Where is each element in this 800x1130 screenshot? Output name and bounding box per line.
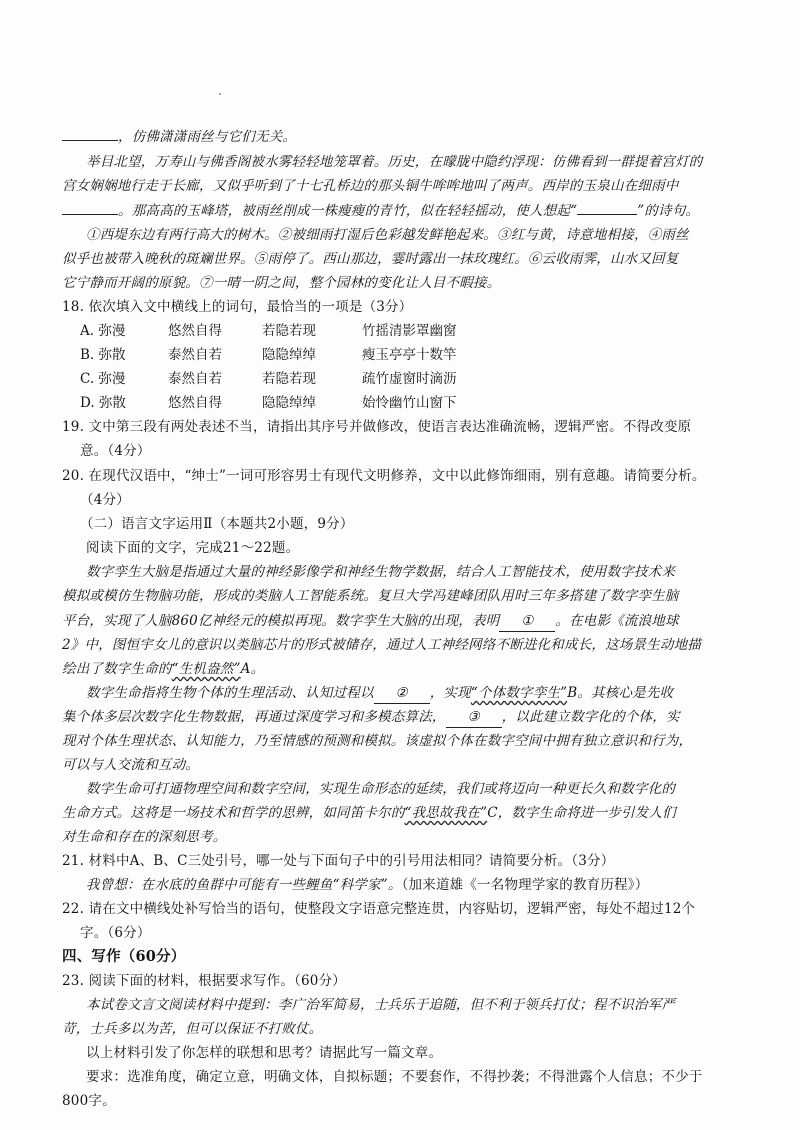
blank-b: [62, 200, 118, 215]
material-line-3: 平台，实现了人脑860亿神经元的模拟再现。数字孪生大脑的出现，表明 ① 。在电影《流浪地球: [62, 611, 679, 632]
q18-option-d-2: 隐隐绰绰: [262, 395, 316, 411]
q18-option-b-3: 瘦玉亭亭十数竿: [362, 347, 457, 363]
material-line-10: 数字生命可打通物理空间和数字空间，实现生命形态的延续，我们或将迈向一种更长久和数字化的: [86, 781, 676, 797]
q18-option-d-3: 始怜幽竹山窗下: [362, 395, 457, 411]
q18-option-a-label: A. 弥漫: [80, 323, 126, 339]
question-20-line-1: 20. 在现代汉语中，“绅士”一词可形容男士有现代文明修养，文中以此修饰细雨，别有意趣。请简要分析。: [62, 468, 706, 484]
passage-line-1: ，仿佛潇潇雨丝与它们无关。: [62, 126, 296, 147]
blank-a: [62, 126, 118, 141]
q23-material-line-1: 本试卷文言文阅读材料中提到：李广治军简易，士兵乐于追随，但不利于领兵打仗；程不识治军严: [86, 997, 676, 1013]
question-19-line-2: 意。（4分）: [80, 443, 151, 459]
q18-option-c-3: 疏竹虚窗时滴沥: [362, 371, 457, 387]
material-line-7: 集个体多层次数字化生物数据，再通过深度学习和多模态算法， ③ ，以此建立数字化的个体，实: [62, 707, 680, 728]
question-21-quote: 我曾想：在水底的鱼群中可能有一些鲤鱼“科学家”。（加来道雄《一名物理学家的教育历程》）: [86, 877, 649, 893]
question-23: 23. 阅读下面的材料，根据要求写作。（60分）: [62, 973, 346, 989]
passage-line-3: 宫女娴娴地行走于长廊，又似乎听到了十七孔桥边的那头铜牛哞哞地叫了两声。西岸的玉泉山在细雨中: [62, 178, 679, 194]
material-line-1: 数字孪生大脑是指通过大量的神经影像学和神经生物学数据，结合人工智能技术，使用数字技术来: [86, 564, 676, 580]
section-4-heading: 四、写作（60分）: [62, 948, 186, 965]
passage-line-6: 似乎也被带入晚秋的斑斓世界。⑤雨停了。西山那边，霎时露出一抹玫瑰红。⑥云收雨霁，山水又回复: [62, 251, 679, 267]
passage-line-2: 举目北望，万寿山与佛香阁被水雾轻轻地笼罩着。历史，在曚胧中隐约浮现：仿佛看到一群提着宫灯的: [86, 154, 703, 170]
section-2-instruction: 阅读下面的文字，完成21～22题。: [86, 540, 300, 556]
q18-option-d-1: 悠然自得: [168, 395, 222, 411]
q23-requirements-line-1: 要求：选准角度，确定立意，明确文体，自拟标题；不要套作，不得抄袭；不得泄露个人信息；不少于: [86, 1069, 703, 1085]
section-2-heading: （二）语言文字运用Ⅱ（本题共2小题，9分）: [80, 516, 354, 532]
material-line-6: 数字生命指将生物个体的生理活动、认知过程以 ② ，实现“个体数字孪生”B。其核心是先收: [86, 683, 673, 704]
blank-c: [577, 200, 637, 215]
q18-option-a-1: 悠然自得: [168, 323, 222, 339]
scan-speck: [219, 93, 221, 95]
material-line-11: 生命方式。这将是一场技术和哲学的思辨，如同笛卡尔的“我思故我在”C，数字生命将进一步引发人们: [62, 805, 676, 821]
material-line-8: 现对个体生理状态、认知能力，乃至情感的预测和模拟。该虚拟个体在数字空间中拥有独立意识和行为，: [62, 733, 693, 749]
q23-requirements-line-2: 800字。: [62, 1093, 116, 1109]
passage-line-7: 它宁静而开阔的原貌。⑦一晴一阴之间，整个园林的变化让人目不暇接。: [62, 275, 501, 291]
blank-1: ①: [499, 611, 555, 632]
q18-option-a-3: 竹摇清影罩幽窗: [362, 323, 457, 339]
q18-option-c-label: C. 弥漫: [80, 371, 126, 387]
material-line-4: 2》中，图恒宇女儿的意识以类脑芯片的形式被储存，通过人工神经网络不断进化和成长，这场景生动地描: [62, 637, 701, 653]
q18-option-b-label: B. 弥散: [80, 347, 126, 363]
question-19-line-1: 19. 文中第三段有两处表述不当，请指出其序号并做修改，使语言表达准确流畅，逻辑严密。不得改变原: [62, 419, 692, 435]
material-line-12: 对生命和存在的深刻思考。: [62, 829, 227, 845]
question-22-line-2: 字。（6分）: [80, 925, 151, 941]
passage-line-4: 。那高高的玉峰塔，被雨丝削成一株瘦瘦的青竹，似在轻轻摇动，使人想起“ ”的诗句。: [62, 200, 699, 221]
question-21: 21. 材料中A、B、C三处引号，哪一处与下面句子中的引号用法相同？请简要分析。（3分）: [62, 853, 615, 869]
q18-option-d-label: D. 弥散: [80, 395, 126, 411]
question-18: 18. 依次填入文中横线上的词句，最恰当的一项是（3分）: [62, 299, 413, 315]
q23-material-line-2: 苛，士兵多以为苦，但可以保证不打败仗。: [62, 1021, 323, 1037]
question-20-line-2: （4分）: [80, 492, 130, 508]
question-22-line-1: 22. 请在文中横线处补写恰当的语句，使整段文字语意完整连贯，内容贴切，逻辑严密，每处不超过12个: [62, 901, 696, 917]
material-line-2: 模拟或模仿生物脑功能，形成的类脑人工智能系统。复旦大学冯建峰团队用时三年多搭建了数字孪生脑: [62, 588, 679, 604]
material-line-5: 绘出了数字生命的“生机盎然”A。: [62, 661, 265, 677]
q18-option-c-2: 若隐若现: [262, 371, 316, 387]
passage-line-5: ①西堤东边有两行高大的树木。②被细雨打湿后色彩越发鲜艳起来。③红与黄，诗意地相接，④雨丝: [86, 227, 689, 243]
blank-3: ③: [446, 707, 502, 728]
material-line-9: 可以与人交流和互动。: [62, 757, 199, 773]
q18-option-b-1: 泰然自若: [168, 347, 222, 363]
q23-prompt: 以上材料引发了你怎样的联想和思考？请据此写一篇文章。: [86, 1045, 443, 1061]
q18-option-b-2: 隐隐绰绰: [262, 347, 316, 363]
q18-option-c-1: 泰然自若: [168, 371, 222, 387]
q18-option-a-2: 若隐若现: [262, 323, 316, 339]
blank-2: ②: [374, 683, 430, 704]
